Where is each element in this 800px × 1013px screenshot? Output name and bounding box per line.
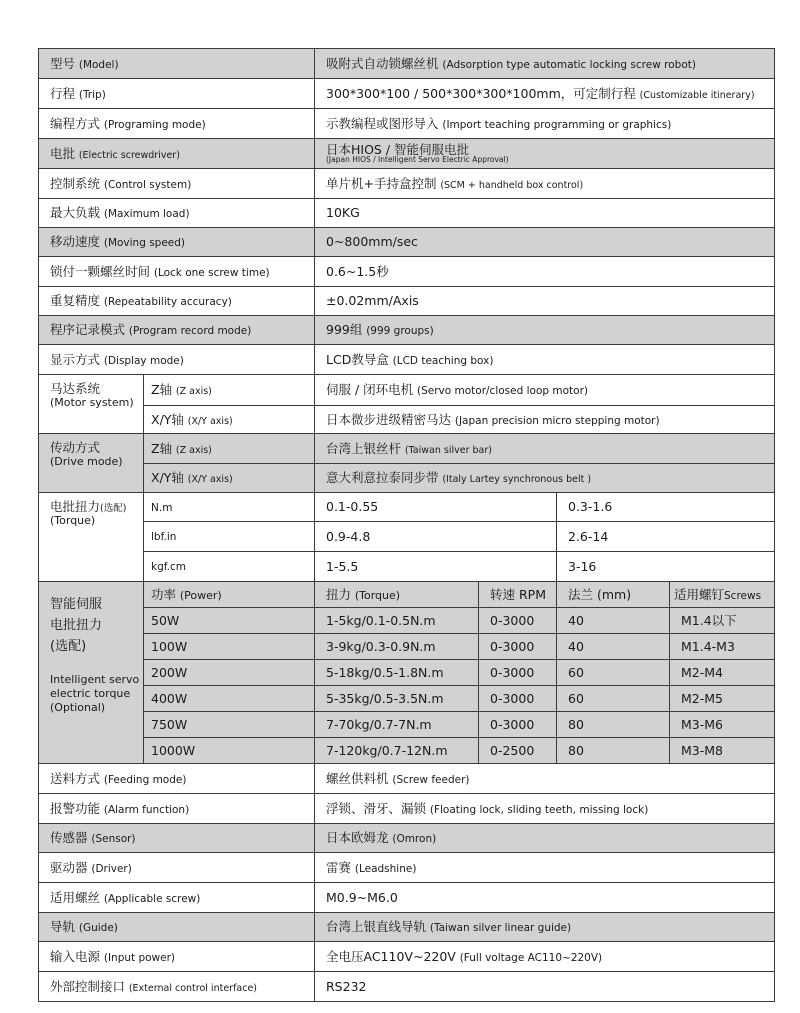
value-driver: 雷赛 (Leadshine) <box>315 853 775 883</box>
motor-z-axis: Z轴 (Z axis) <box>144 375 315 406</box>
servo-flange: 60 <box>557 686 670 712</box>
value-input-power: 全电压AC110V~220V (Full voltage AC110~220V) <box>315 942 775 972</box>
servo-power: 50W <box>144 608 315 634</box>
row-guide <box>39 913 775 942</box>
label-model: 型号 (Model) <box>39 49 315 79</box>
value-feeding: 螺丝供料机 (Screw feeder) <box>315 764 775 794</box>
label-screwdriver: 电批 (Electric screwdriver) <box>39 139 315 169</box>
value-alarm: 浮锁、滑牙、漏锁 (Floating lock, sliding teeth, missing lock) <box>315 794 775 824</box>
servo-rpm: 0-3000 <box>479 608 557 634</box>
label-trip: 行程 (Trip) <box>39 79 315 109</box>
row-input-power <box>39 942 775 972</box>
value-drive-xy: 意大利意拉泰同步带 (Italy Lartey synchronous belt ) <box>315 464 775 493</box>
value-sensor: 日本欧姆龙 (Omron) <box>315 824 775 853</box>
servo-torque: 7-70kg/0.7-7N.m <box>315 712 479 738</box>
servo-torque: 3-9kg/0.3-0.9N.m <box>315 634 479 660</box>
torque-unit: kgf.cm <box>144 552 315 582</box>
torque-value-a: 1-5.5 <box>315 552 557 582</box>
row-model <box>39 49 775 79</box>
value-external-interface: RS232 <box>315 972 775 1002</box>
label-programing: 编程方式 (Programing mode) <box>39 109 315 139</box>
label-driver: 驱动器 (Driver) <box>39 853 315 883</box>
servo-rpm: 0-3000 <box>479 660 557 686</box>
servo-screws: M1.4-M3 <box>670 634 775 660</box>
servo-screws: M2-M5 <box>670 686 775 712</box>
row-torque-kgf <box>39 552 775 582</box>
row-applicable-screw <box>39 883 775 913</box>
header-torque: 扭力 (Torque) <box>315 582 479 608</box>
label-load: 最大负载 (Maximum load) <box>39 199 315 228</box>
label-drive: 传动方式 (Drive mode) <box>39 434 144 493</box>
row-feeding <box>39 764 775 794</box>
row-accuracy <box>39 287 775 316</box>
servo-torque: 5-35kg/0.5-3.5N.m <box>315 686 479 712</box>
header-power: 功率 (Power) <box>144 582 315 608</box>
value-trip: 300*300*100 / 500*300*300*100mm，可定制行程 (Customizable itinerary) <box>315 79 775 109</box>
servo-power: 400W <box>144 686 315 712</box>
servo-torque: 5-18kg/0.5-1.8N.m <box>315 660 479 686</box>
value-speed: 0~800mm/sec <box>315 228 775 257</box>
row-external-interface <box>39 972 775 1002</box>
label-motor: 马达系统 (Motor system) <box>39 375 144 434</box>
label-control: 控制系统 (Control system) <box>39 169 315 199</box>
servo-screws: M2-M4 <box>670 660 775 686</box>
servo-screws: M1.4以下 <box>670 608 775 634</box>
torque-value-a: 0.9-4.8 <box>315 522 557 552</box>
label-lock-time: 锁付一颗螺丝时间 (Lock one screw time) <box>39 257 315 287</box>
row-programing <box>39 109 775 139</box>
row-trip <box>39 79 775 109</box>
row-servo-header <box>39 582 775 608</box>
row-speed <box>39 228 775 257</box>
value-model: 吸附式自动锁螺丝机 (Adsorption type automatic locking screw robot) <box>315 49 775 79</box>
value-motor-z: 伺服 / 闭环电机 (Servo motor/closed loop motor) <box>315 375 775 406</box>
servo-power: 100W <box>144 634 315 660</box>
servo-flange: 40 <box>557 608 670 634</box>
label-alarm: 报警功能 (Alarm function) <box>39 794 315 824</box>
label-input-power: 输入电源 (Input power) <box>39 942 315 972</box>
label-servo: 智能伺服 电批扭力 (选配) Intelligent servo electric torque (Optional) <box>39 582 144 764</box>
row-drive-xy <box>39 464 775 493</box>
row-sensor <box>39 824 775 853</box>
servo-flange: 60 <box>557 660 670 686</box>
label-sensor: 传感器 (Sensor) <box>39 824 315 853</box>
row-drive-z <box>39 434 775 464</box>
servo-power: 1000W <box>144 738 315 764</box>
row-screwdriver <box>39 139 775 169</box>
row-torque-nm <box>39 493 775 522</box>
label-display: 显示方式 (Display mode) <box>39 345 315 375</box>
header-screws: 适用螺钉Screws <box>670 582 775 608</box>
servo-screws: M3-M6 <box>670 712 775 738</box>
row-motor-xy <box>39 406 775 434</box>
value-applicable-screw: M0.9~M6.0 <box>315 883 775 913</box>
torque-unit: lbf.in <box>144 522 315 552</box>
row-load <box>39 199 775 228</box>
servo-torque: 7-120kg/0.7-12N.m <box>315 738 479 764</box>
servo-rpm: 0-3000 <box>479 712 557 738</box>
torque-unit: N.m <box>144 493 315 522</box>
row-alarm <box>39 794 775 824</box>
value-control: 单片机+手持盒控制 (SCM + handheld box control) <box>315 169 775 199</box>
header-flange: 法兰 (mm) <box>557 582 670 608</box>
label-external-interface: 外部控制接口 (External control interface) <box>39 972 315 1002</box>
servo-power: 200W <box>144 660 315 686</box>
torque-value-a: 0.1-0.55 <box>315 493 557 522</box>
torque-value-b: 0.3-1.6 <box>557 493 775 522</box>
value-drive-z: 台湾上银丝杆 (Taiwan silver bar) <box>315 434 775 464</box>
servo-flange: 80 <box>557 738 670 764</box>
servo-power: 750W <box>144 712 315 738</box>
row-lock-time <box>39 257 775 287</box>
value-display: LCD教导盒 (LCD teaching box) <box>315 345 775 375</box>
servo-rpm: 0-2500 <box>479 738 557 764</box>
label-torque: 电批扭力(选配) (Torque) <box>39 493 144 582</box>
label-record: 程序记录模式 (Program record mode) <box>39 316 315 345</box>
servo-row <box>39 738 775 764</box>
servo-flange: 40 <box>557 634 670 660</box>
label-feeding: 送料方式 (Feeding mode) <box>39 764 315 794</box>
servo-rpm: 0-3000 <box>479 634 557 660</box>
torque-value-b: 2.6-14 <box>557 522 775 552</box>
value-load: 10KG <box>315 199 775 228</box>
value-programing: 示教编程或图形导入 (Import teaching programming or graphics) <box>315 109 775 139</box>
row-motor-z <box>39 375 775 406</box>
motor-xy-axis: X/Y轴 (X/Y axis) <box>144 406 315 434</box>
row-control <box>39 169 775 199</box>
row-torque-lbf <box>39 522 775 552</box>
torque-value-b: 3-16 <box>557 552 775 582</box>
servo-torque: 1-5kg/0.1-0.5N.m <box>315 608 479 634</box>
value-motor-xy: 日本微步进级精密马达 (Japan precision micro stepping motor) <box>315 406 775 434</box>
servo-row <box>39 660 775 686</box>
servo-screws: M3-M8 <box>670 738 775 764</box>
servo-row <box>39 608 775 634</box>
value-lock-time: 0.6~1.5秒 <box>315 257 775 287</box>
value-guide: 台湾上银直线导轨 (Taiwan silver linear guide) <box>315 913 775 942</box>
drive-xy-axis: X/Y轴 (X/Y axis) <box>144 464 315 493</box>
row-display <box>39 345 775 375</box>
value-accuracy: ±0.02mm/Axis <box>315 287 775 316</box>
value-screwdriver: 日本HIOS / 智能伺服电批 (Japan HIOS / Intelligent Servo Electric Approval) <box>315 139 775 169</box>
row-driver <box>39 853 775 883</box>
label-accuracy: 重复精度 (Repeatability accuracy) <box>39 287 315 316</box>
servo-row <box>39 686 775 712</box>
label-guide: 导轨 (Guide) <box>39 913 315 942</box>
spec-table <box>38 48 775 1002</box>
servo-rpm: 0-3000 <box>479 686 557 712</box>
drive-z-axis: Z轴 (Z axis) <box>144 434 315 464</box>
servo-flange: 80 <box>557 712 670 738</box>
label-applicable-screw: 适用螺丝 (Applicable screw) <box>39 883 315 913</box>
label-speed: 移动速度 (Moving speed) <box>39 228 315 257</box>
servo-row <box>39 712 775 738</box>
servo-row <box>39 634 775 660</box>
value-record: 999组 (999 groups) <box>315 316 775 345</box>
header-rpm: 转速 RPM <box>479 582 557 608</box>
row-record <box>39 316 775 345</box>
